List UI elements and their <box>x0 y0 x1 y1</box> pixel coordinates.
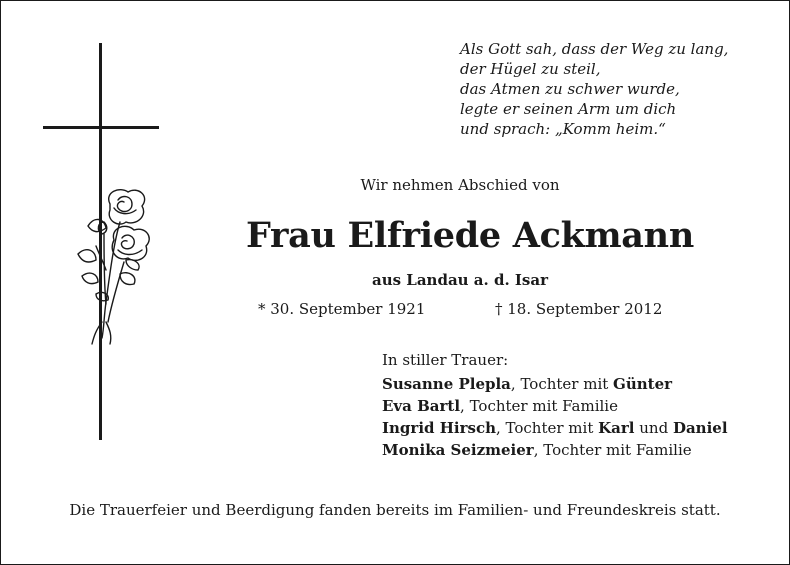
poem-line: das Atmen zu schwer wurde, <box>460 80 680 98</box>
poem-line: und sprach: „Komm heim.“ <box>460 120 666 138</box>
funeral-notice: Die Trauerfeier und Beerdigung fanden bereits im Familien- und Freundeskreis statt. <box>69 501 721 519</box>
mourner-relation: , Tochter mit Familie <box>460 397 618 415</box>
poem-line: legte er seinen Arm um dich <box>460 100 677 118</box>
mourner-partner: Karl <box>598 419 635 437</box>
cross-horizontal-beam <box>43 126 159 129</box>
mourning-heading: In stiller Trauer: <box>382 351 509 369</box>
mourner-relation: , Tochter mit Familie <box>533 441 692 459</box>
roses-icon <box>58 182 158 352</box>
death-date: † 18. September 2012 <box>495 300 663 318</box>
mourner-row <box>382 439 728 461</box>
mourner-row <box>382 373 728 395</box>
mourner-name: Monika Seizmeier <box>382 441 534 459</box>
hometown: aus Landau a. d. Isar <box>372 271 548 289</box>
mourners-block <box>382 349 728 461</box>
mourner-partner: Daniel <box>672 419 728 437</box>
farewell-intro: Wir nehmen Abschied von <box>360 176 560 194</box>
mourner-relation: , Tochter mit <box>495 419 599 437</box>
poem-line: Als Gott sah, dass der Weg zu lang, <box>460 40 729 58</box>
mourner-partner: Günter <box>613 375 673 393</box>
poem-line: der Hügel zu steil, <box>460 60 601 78</box>
deceased-name: Frau Elfriede Ackmann <box>246 215 694 256</box>
mourner-row <box>382 395 728 417</box>
mourner-name: Ingrid Hirsch <box>382 419 496 437</box>
mourner-row <box>382 417 728 439</box>
birth-date: * 30. September 1921 <box>258 300 426 318</box>
mourner-relation: , Tochter mit <box>510 375 614 393</box>
mourner-name: Eva Bartl <box>382 397 461 415</box>
poem <box>460 39 780 139</box>
mourner-joiner: und <box>634 419 673 437</box>
mourner-name: Susanne Plepla <box>382 375 511 393</box>
